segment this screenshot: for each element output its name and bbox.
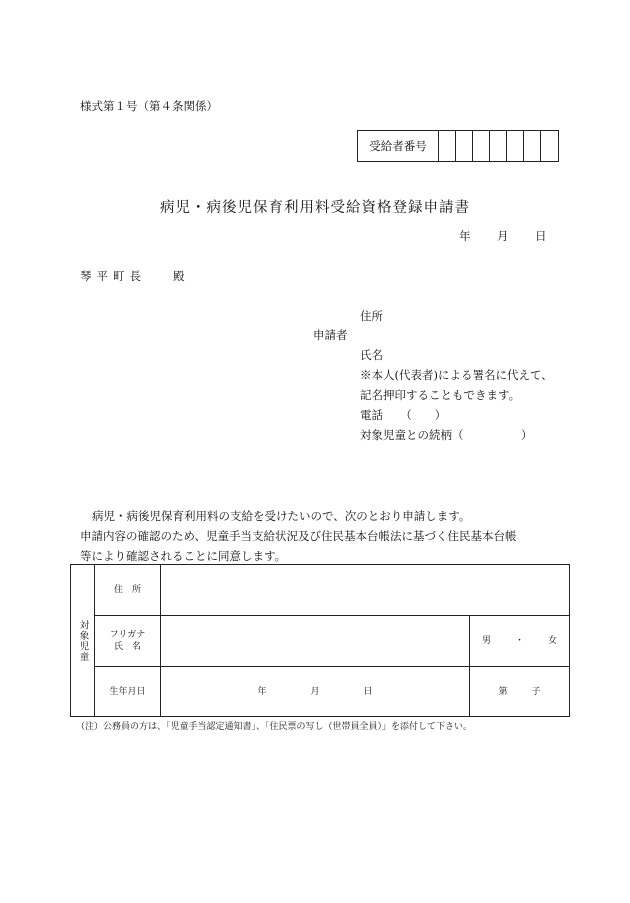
body-line-1: 病児・病後児保育利用料の支給を受けたいので、次のとおり申請します。	[92, 509, 471, 523]
recipient-number-digit[interactable]	[490, 131, 507, 161]
applicant-address-label: 住所	[360, 309, 383, 323]
applicant-label: 申請者	[313, 328, 348, 342]
recipient-number-label: 受給者番号	[358, 131, 439, 161]
birth-month-label: 月	[310, 686, 320, 697]
body-line-2: 申請内容の確認のため、児童手当支給状況及び住民基本台帳法に基づく住民基本台帳	[80, 529, 517, 543]
recipient-number-box	[357, 130, 559, 162]
applicant-name-label: 氏名	[360, 348, 383, 362]
date-day: 日	[535, 229, 547, 243]
addressee-name: 琴平町長	[80, 269, 146, 283]
birth-day-label: 日	[363, 686, 373, 697]
signature-note-line2: 記名押印することもできます。	[360, 388, 521, 402]
birth-order-field[interactable]	[470, 667, 569, 716]
target-child-label: 対象児童	[77, 619, 89, 662]
gender-separator: ・	[515, 636, 525, 646]
signature-note-line1: ※本人(代表者)による署名に代えて、	[360, 368, 553, 382]
recipient-number-digit[interactable]	[507, 131, 524, 161]
child-info-table	[70, 564, 570, 717]
date-month: 月	[497, 229, 509, 243]
date-year: 年	[459, 229, 471, 243]
form-number: 様式第１号（第４条関係）	[80, 99, 218, 113]
birth-order-suffix: 子	[531, 686, 541, 697]
birth-year-label: 年	[257, 686, 267, 697]
applicant-phone-label: 電話 （ ）	[360, 408, 447, 422]
furigana-label: フリガナ	[109, 630, 146, 640]
child-name-field[interactable]	[161, 616, 469, 666]
footnote: （注）公務員の方は、「児童手当認定通知書」、「住民票の写し（世帯員全員）」を添付して下さい。	[76, 722, 473, 732]
applicant-relationship-label: 対象児童との続柄（ ）	[360, 428, 533, 442]
recipient-number-digit[interactable]	[439, 131, 456, 161]
birth-order-prefix: 第	[498, 686, 508, 697]
gender-female-option[interactable]: 女	[548, 636, 558, 646]
recipient-number-digit[interactable]	[473, 131, 490, 161]
body-line-3: 等により確認されることに同意します。	[80, 549, 287, 563]
document-title: 病児・病後児保育利用料受給資格登録申請書	[160, 200, 470, 216]
child-name-label: 氏 名	[113, 642, 141, 652]
birth-date-field[interactable]	[161, 667, 469, 716]
child-address-field[interactable]	[161, 565, 569, 615]
recipient-number-digit[interactable]	[524, 131, 541, 161]
address-label: 住 所	[113, 585, 141, 595]
birth-date-label: 生年月日	[109, 686, 146, 697]
recipient-number-digit[interactable]	[456, 131, 473, 161]
recipient-number-digit[interactable]	[541, 131, 558, 161]
gender-male-option[interactable]: 男	[481, 636, 491, 646]
addressee-honorific: 殿	[173, 269, 185, 283]
